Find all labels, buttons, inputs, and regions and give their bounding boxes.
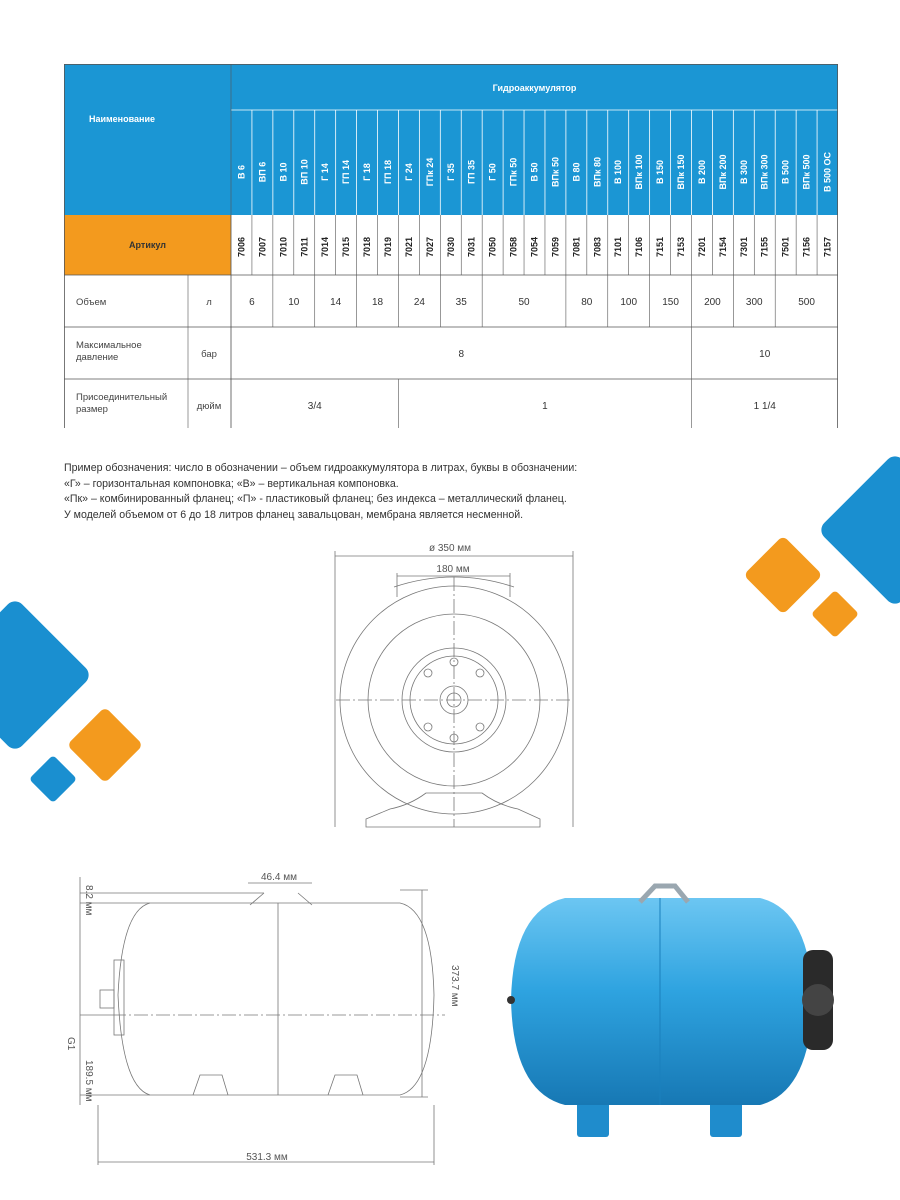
side-axis-label: 189.5 мм [83, 1060, 94, 1102]
row-value: 8 [458, 349, 465, 360]
article-code: 7054 [529, 236, 540, 258]
article-code: 7157 [822, 236, 833, 258]
article-code: 7006 [236, 236, 247, 258]
model-header: Г 24 [403, 163, 414, 181]
article-code: 7153 [676, 236, 687, 258]
row-unit: дюйм [196, 401, 222, 412]
article-code: 7154 [717, 236, 728, 258]
model-header: ГПк 50 [508, 157, 519, 187]
decor-small-blue-square [29, 755, 77, 803]
model-header: ВП 6 [257, 161, 268, 183]
decor-orange-square [743, 535, 822, 614]
article-code: 7018 [362, 236, 373, 258]
model-header: ГП 14 [341, 159, 352, 185]
model-header: ВПк 150 [676, 154, 687, 190]
side-height-label: 373.7 мм [449, 965, 460, 1007]
article-code: 7050 [487, 236, 498, 258]
model-header: ВП 10 [299, 159, 310, 185]
model-header: ВПк 100 [634, 154, 645, 190]
model-header: ГПк 24 [424, 157, 435, 187]
article-code: 7031 [466, 236, 477, 258]
article-label: Артикул [129, 240, 166, 250]
model-header: Г 50 [487, 163, 498, 181]
side-view-drawing [50, 865, 480, 1170]
article-code: 7106 [634, 236, 645, 258]
article-code: 7301 [738, 236, 749, 258]
note-line: У моделей объемом от 6 до 18 литров фланец завальцован, мембрана является несменной. [64, 508, 524, 521]
model-header: В 150 [655, 159, 666, 185]
article-code: 7007 [257, 236, 268, 258]
row-label: Присоединительный [76, 392, 168, 403]
row-value: 35 [455, 297, 467, 308]
row-label: размер [76, 404, 108, 415]
article-code: 7030 [445, 236, 456, 258]
tank-illustration [505, 880, 845, 1145]
article-code: 7014 [320, 236, 331, 258]
article-code: 7201 [696, 236, 707, 258]
model-header: ГП 35 [466, 159, 477, 185]
row-value: 300 [745, 297, 763, 308]
row-value: 14 [330, 297, 342, 308]
model-header: ВПк 500 [801, 154, 812, 190]
tank-body [511, 898, 813, 1105]
row-value: 150 [662, 297, 679, 308]
decor-blue-square [817, 452, 900, 608]
model-header: В 200 [696, 159, 707, 185]
model-header: В 6 [236, 164, 247, 180]
model-header: ВПк 200 [717, 154, 728, 190]
row-value: 24 [413, 297, 425, 308]
row-value: 500 [798, 297, 815, 308]
front-view-drawing [330, 537, 580, 837]
model-header: В 100 [613, 159, 624, 185]
article-code: 7015 [341, 236, 352, 258]
row-unit: л [206, 297, 212, 308]
row-value: 10 [288, 297, 300, 308]
row-label: давление [76, 352, 119, 363]
decor-blue-square [0, 597, 93, 753]
model-header: Г 14 [320, 163, 331, 181]
decor-orange-square [67, 707, 143, 783]
model-header: В 50 [529, 162, 540, 182]
row-value: 3/4 [307, 401, 322, 412]
model-header: В 500 [780, 159, 791, 185]
table-header-bg [64, 64, 838, 215]
article-code: 7058 [508, 236, 519, 258]
row-value: 100 [620, 297, 638, 308]
model-header: В 300 [738, 159, 749, 185]
article-code: 7081 [571, 236, 582, 258]
model-header: В 500 ОС [822, 151, 833, 193]
side-length-label: 531.3 мм [246, 1152, 288, 1163]
row-value: 10 [759, 349, 771, 360]
model-header: В 80 [571, 162, 582, 182]
row-value: 1 [542, 401, 548, 412]
side-top-label: 46.4 мм [261, 872, 297, 883]
front-feet-label: 180 мм [436, 564, 470, 575]
model-header: ВПк 80 [592, 157, 603, 187]
row-unit: бар [201, 349, 217, 360]
article-code: 7156 [801, 236, 812, 258]
group-header: Гидроаккумулятор [492, 83, 577, 93]
model-header: ВПк 300 [759, 154, 770, 190]
side-thread-label: G1 [65, 1037, 76, 1051]
row-value: 80 [581, 297, 593, 308]
article-code: 7021 [403, 236, 414, 258]
article-code: 7101 [613, 236, 624, 258]
article-code: 7019 [382, 236, 393, 258]
note-line: «Г» – горизонтальная компоновка; «В» – вертикальная компоновка. [64, 477, 399, 490]
article-code: 7083 [592, 236, 603, 258]
article-code: 7010 [278, 236, 289, 258]
decor-squares-right [735, 450, 900, 645]
row-value: 1 1/4 [753, 401, 776, 412]
note-line: Пример обозначения: число в обозначении – объем гидроаккумулятора в литрах, буквы в обозначении: [64, 462, 578, 474]
article-code: 7027 [424, 236, 435, 258]
article-code: 7059 [550, 236, 561, 258]
row-value: 200 [704, 297, 721, 308]
name-header: Наименование [88, 114, 156, 124]
note-line: «Пк» – комбинированный фланец; «П» - пластиковый фланец; без индекса – металлический фланец. [64, 493, 567, 505]
row-value: 18 [371, 297, 384, 308]
article-code: 7011 [299, 237, 310, 257]
decor-squares-left [0, 590, 150, 815]
row-label: Объем [76, 297, 107, 308]
model-header: ГП 18 [382, 159, 393, 185]
designation-note [64, 461, 844, 523]
model-header: Г 18 [362, 163, 373, 181]
side-left-label: 8.2 мм [83, 885, 94, 916]
decor-small-orange-square [811, 590, 859, 638]
model-header: ВПк 50 [550, 157, 561, 187]
row-value: 6 [249, 297, 255, 308]
row-value: 50 [518, 297, 530, 308]
row-label: Максимальное [76, 340, 142, 351]
article-code: 7501 [780, 236, 791, 258]
article-code: 7151 [655, 236, 666, 258]
model-header: В 10 [278, 162, 289, 182]
article-code: 7155 [759, 236, 770, 258]
model-header: Г 35 [445, 163, 456, 181]
front-diameter-label: ø 350 мм [428, 543, 472, 554]
spec-table [64, 64, 838, 428]
tank-flange-center [802, 984, 834, 1016]
